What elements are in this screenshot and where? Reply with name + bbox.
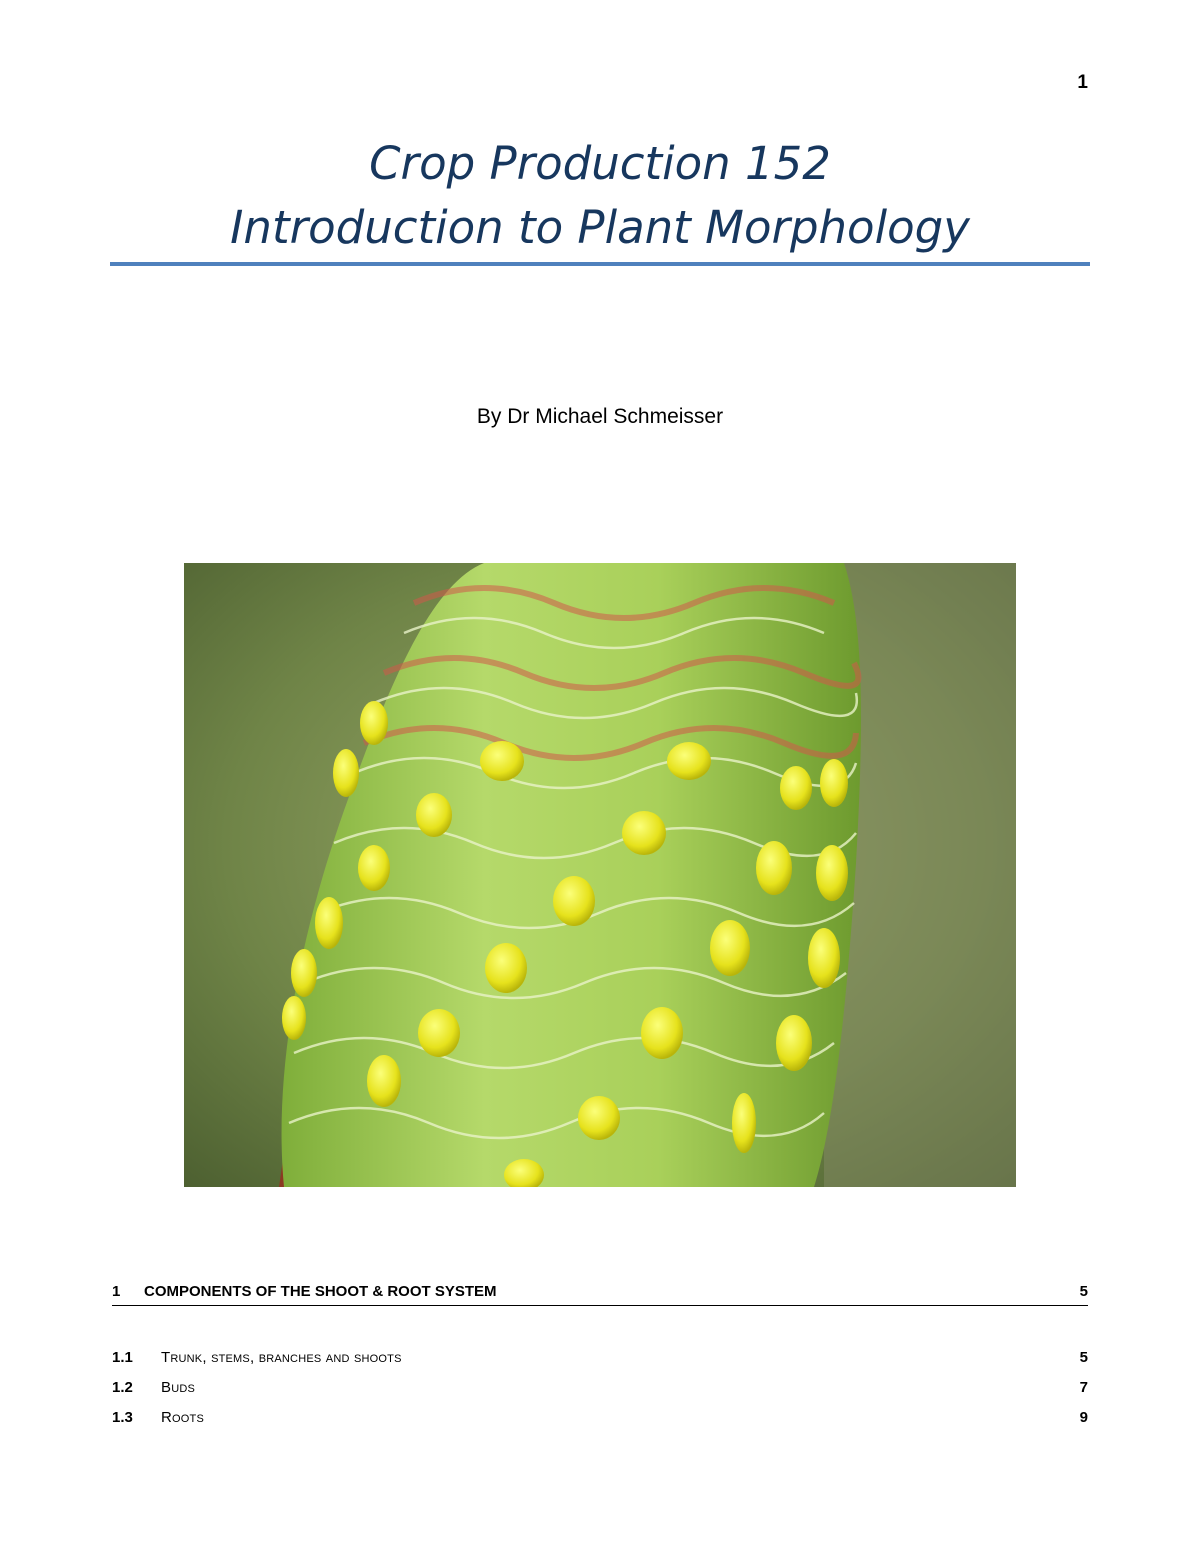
- title-underline: [110, 262, 1090, 266]
- toc-entry-1-2[interactable]: [112, 1379, 1088, 1401]
- toc-entry-main[interactable]: [112, 1283, 1088, 1306]
- toc-item-label: Buds: [161, 1379, 196, 1396]
- toc-main-page: 5: [1079, 1283, 1088, 1300]
- toc-main-label: COMPONENTS OF THE SHOOT & ROOT SYSTEM: [144, 1283, 497, 1300]
- toc-item-number: 1.2: [112, 1379, 133, 1396]
- toc-entry-1-3[interactable]: [112, 1409, 1088, 1431]
- toc-item-page: 7: [1079, 1379, 1088, 1396]
- document-title: [110, 132, 1090, 260]
- toc-item-page: 5: [1079, 1349, 1088, 1366]
- toc-item-label: Trunk, stems, branches and shoots: [161, 1349, 402, 1366]
- title-line-2: Introduction to Plant Morphology: [230, 201, 970, 254]
- toc-item-label: Roots: [161, 1409, 205, 1426]
- cover-photo: [184, 563, 1016, 1187]
- title-line-1: Crop Production 152: [369, 137, 831, 190]
- toc-item-number: 1.1: [112, 1349, 133, 1366]
- page-number: 1: [1077, 72, 1088, 93]
- author-line: By Dr Michael Schmeisser: [476, 405, 724, 428]
- toc-main-number: 1: [112, 1283, 121, 1300]
- toc-item-page: 9: [1079, 1409, 1088, 1426]
- toc-item-number: 1.3: [112, 1409, 133, 1426]
- toc-entry-1-1[interactable]: [112, 1349, 1088, 1371]
